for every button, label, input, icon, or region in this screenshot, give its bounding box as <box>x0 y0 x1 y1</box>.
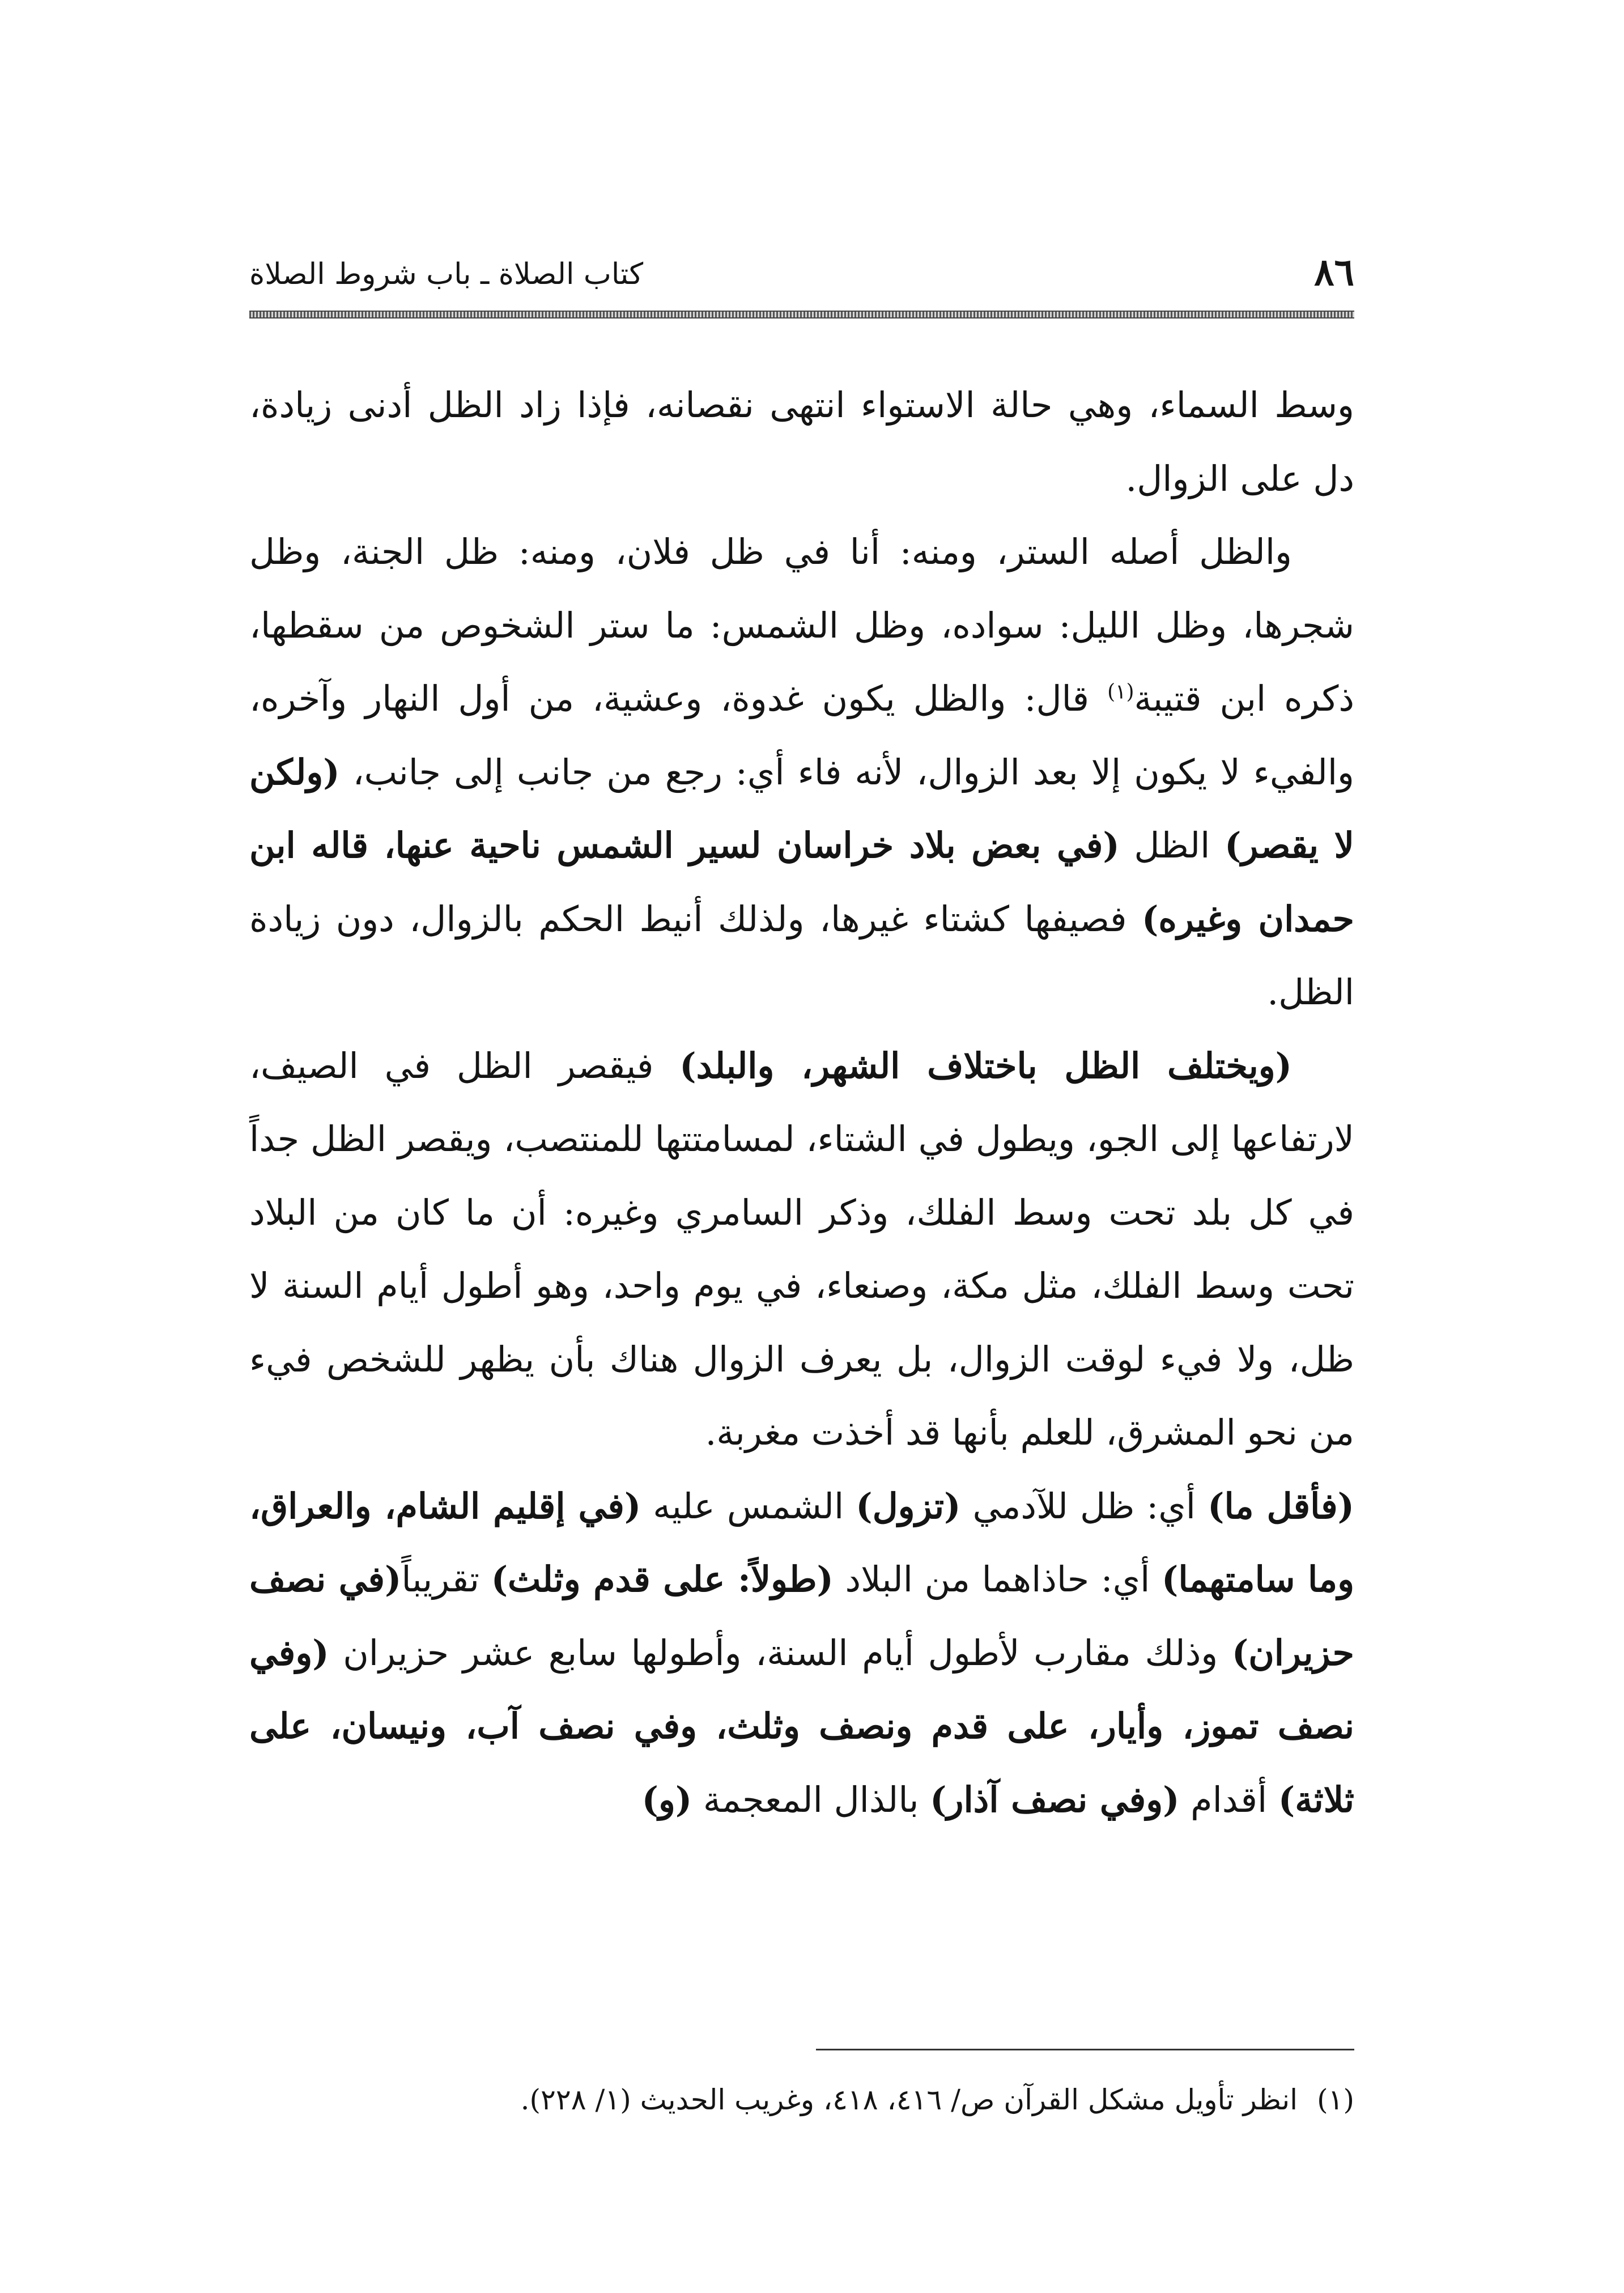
footnote-reference[interactable]: (١) <box>1107 680 1134 704</box>
text-run: أي: ظل للآدمي <box>960 1485 1208 1527</box>
footnote-separator <box>816 2049 1354 2050</box>
paragraph-4 <box>249 1470 1354 1837</box>
footnote-item <box>249 2074 1354 2125</box>
text-run: قال: والظل يكون غدوة، وعشية، من أول النهار وآخره، والفيء لا يكون إلا بعد الزوال، لأنه فاء أي: رجع من جانب إلى جانب، <box>249 678 1354 793</box>
text-run: بالذال المعجمة <box>692 1778 930 1820</box>
paragraph-2 <box>249 515 1354 1029</box>
text-run: الشمس عليه <box>641 1485 856 1527</box>
footnotes <box>249 2074 1354 2125</box>
matn-text: (فأقل ما) <box>1208 1485 1355 1527</box>
matn-text: (في إقليم الشام، والعراق، وما سامتهما) <box>249 1485 1355 1600</box>
body-text <box>249 368 1354 1836</box>
header-rule <box>249 311 1354 319</box>
paragraph-1 <box>249 368 1354 515</box>
text-run: أقدام <box>1179 1778 1278 1820</box>
page-number: ٨٦ <box>1314 250 1354 294</box>
text-run: تقريباً <box>401 1559 491 1600</box>
text-run: فصيفها كشتاء غيرها، ولذلك أنيط الحكم بالزوال، دون زيادة الظل. <box>249 898 1354 1013</box>
matn-text: (في بعض بلاد خراسان لسير الشمس ناحية عنها، قاله ابن حمدان وغيره) <box>249 825 1355 940</box>
matn-text: (في نصف حزيران) <box>249 1559 1354 1674</box>
footnote-marker: (١) <box>1317 2083 1354 2116</box>
running-header <box>249 244 1354 306</box>
text-run: وذلك مقارب لأطول أيام السنة، وأطولها سابع عشر حزيران <box>329 1632 1232 1674</box>
matn-text: (وفي نصف تموز، وأيار، على قدم ونصف وثلث، وفي نصف آب، ونيسان، على ثلاثة) <box>249 1632 1354 1820</box>
matn-text: (وفي نصف آذار) <box>930 1778 1180 1820</box>
text-run: وسط السماء، وهي حالة الاستواء انتهى نقصانه، فإذا زاد الظل أدنى زيادة، دل على الزوال. <box>249 384 1354 499</box>
text-run: الظل <box>1119 825 1225 866</box>
matn-text: (ولكن لا يقصر) <box>249 751 1354 866</box>
running-title: كتاب الصلاة ـ باب شروط الصلاة <box>249 257 644 291</box>
footnote-text: انظر تأويل مشكل القرآن ص/ ٤١٦، ٤١٨، وغريب الحديث (١/ ٢٢٨). <box>520 2083 1298 2116</box>
text-run: والظل أصله الستر، ومنه: أنا في ظل فلان، ومنه: ظل الجنة، وظل شجرها، وظل الليل: سواده، وظل الشمس: ما ستر الشخوص من سقطها، ذكره ابن قتيبة <box>249 531 1355 719</box>
matn-text: (ويختلف الظل باختلاف الشهر، والبلد) <box>679 1044 1292 1086</box>
paragraph-3 <box>249 1029 1354 1470</box>
text-run: فيقصر الظل في الصيف، لارتفاعها إلى الجو، ويطول في الشتاء، لمسامتتها للمنتصب، ويقصر الظل جداً في كل بلد تحت وسط الفلك، وذكر السامري وغيره: أن ما كان من البلاد تحت وسط الفلك، مثل مكة، وصنعاء، في يوم واحد، وهو أطول أيام السنة لا ظل، ولا فيء لوقت الزوال، بل يعرف الزوال هناك بأن يظهر للشخص فيء من نحو المشرق، للعلم بأنها قد أخذت مغربة. <box>249 1044 1354 1453</box>
text-run: أي: حاذاهما من البلاد <box>833 1559 1162 1600</box>
matn-text: (و) <box>641 1778 692 1820</box>
matn-text: (تزول) <box>856 1485 961 1527</box>
matn-text: (طولاً: على قدم وثلث) <box>491 1559 834 1600</box>
